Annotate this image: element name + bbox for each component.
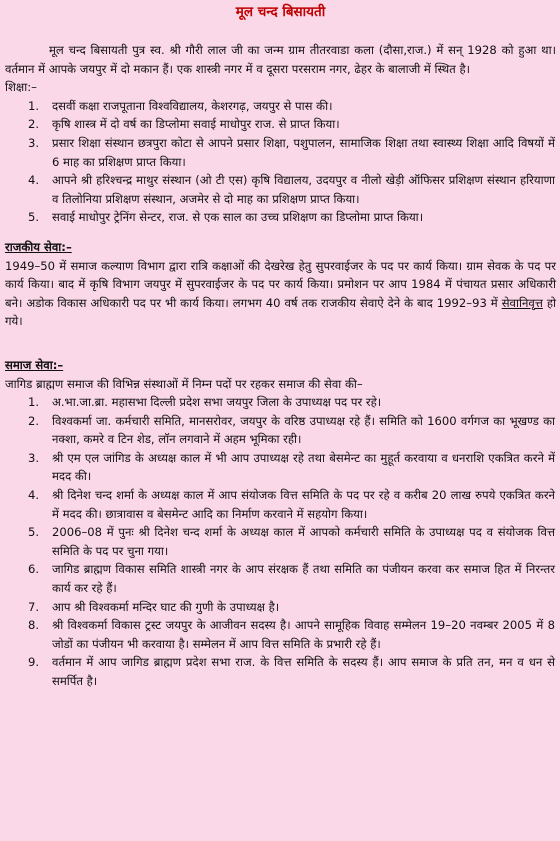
item-number: 1. (28, 395, 40, 410)
item-number: 3. (28, 135, 40, 150)
list-item (5, 560, 556, 597)
item-number: 9. (28, 655, 40, 670)
list-item (5, 653, 556, 690)
social-service-heading: समाज सेवा:– (5, 357, 64, 372)
list-item (5, 523, 556, 560)
item-text: आपने श्री हरिश्चन्द्र माथुर संस्थान (ओ टी एस) कृषि विद्यालय, उदयपुर व नीलो खेड़ी ऑफिसर प्रशिक्षण संस्थान हरियाणा व तिलोनिया प्रशिक्षण संस्थान, अजमेर से दो माह का प्रशिक्षण प्राप्त किया। (52, 173, 555, 206)
item-number: 5. (28, 210, 40, 225)
government-service-paragraph (5, 257, 556, 331)
government-service-text-end: हो गये। (5, 295, 557, 329)
list-item (5, 393, 556, 412)
item-text: श्री एम एल जांगिड के अध्यक्ष काल में भी आप उपाध्यक्ष रहे तथा बेसमेन्ट का मुहूर्त करवाया व धनराशि एकत्रित करने में मदद की। (52, 450, 555, 484)
item-number: 5. (28, 525, 40, 540)
item-number: 2. (28, 117, 40, 132)
intro-paragraph: मूल चन्द बिसायती पुत्र स्व. श्री गौरी लाल जी का जन्म ग्राम तीतरवाडा कला (दौसा,राज.) में सन् 1928 को हुआ था। वर्तमान में आपके जयपुर में दो मकान हैं। एक शास्त्री नगर में व दूसरा परसराम नगर, ढेहर के बालाजी में स्थित है। (5, 43, 556, 76)
item-number: 1. (28, 98, 40, 113)
item-text: आप श्री विश्वकर्मा मन्दिर घाट की गुणी के उपाध्यक्ष है। (52, 599, 280, 614)
item-number: 2. (28, 413, 40, 428)
item-number: 6. (28, 562, 40, 577)
item-text: प्रसार शिक्षा संस्थान छत्रपुरा कोटा से आपने प्रसार शिक्षा, पशुपालन, सामाजिक शिक्षा तथा स्वास्थ्य शिक्षा आदि विषयों में 6 माह का प्रशिक्षण प्राप्त किया। (52, 135, 555, 169)
item-number: 3. (28, 450, 40, 465)
item-text: सवाई माधोपुर ट्रेनिंग सेन्टर, राज. से एक साल का उच्च प्रशिक्षण का डिप्लोमा प्राप्त किया। (52, 210, 424, 225)
list-item (5, 171, 556, 208)
list-item (5, 208, 556, 227)
list-item (5, 449, 556, 486)
government-service-heading: राजकीय सेवा:– (5, 239, 72, 254)
retirement-term: सेवानिवृत्त (501, 295, 543, 310)
list-item (5, 97, 556, 116)
education-label: शिक्षा:– (5, 80, 37, 95)
list-item (5, 616, 556, 653)
item-number: 4. (28, 173, 40, 188)
social-service-list (5, 393, 556, 691)
list-item (5, 598, 556, 617)
item-number: 4. (28, 488, 40, 503)
item-text: दसवीं कक्षा राजपूताना विश्वविद्यालय, केशरगढ़, जयपुर से पास की। (52, 98, 333, 113)
item-text: 2006–08 में पुनः श्री दिनेश चन्द शर्मा के अध्यक्ष काल में आपको कर्मचारी समिति के उपाध्यक्ष पद व संयोजक वित्त समिति के पद पर चुना गया। (52, 525, 555, 558)
item-text: कृषि शास्त्र में दो वर्ष का डिप्लोमा सवाई माधोपुर राज. से प्राप्त किया। (52, 117, 340, 132)
social-service-intro: जागिड ब्राह्मण समाज की विभिन्न संस्थाओं में निम्न पदों पर रहकर समाज की सेवा की– (5, 376, 363, 391)
item-text: जागिड ब्राह्मण विकास समिति शास्त्री नगर के आप संरक्षक हैं तथा समिति का पंजीयन करवा कर समाज हित में निरन्तर कार्य कर रहे हैं। (52, 562, 555, 596)
page-title: मूल चन्द बिसायती (235, 4, 326, 20)
government-service-text: 1949–50 में समाज कल्याण विभाग द्वारा रात्रि कक्षाओं की देखरेख हेतु सुपरवाईजर के पद पर कार्य किया। ग्राम सेवक के पद पर कार्य किया। बाद में कृषि विभाग जयपुर में सुपरवाईजर के पद पर कार्य किया। प्रमोशन पर आप 1984 में पंचायत प्रसार अधिकारी बने। अडोक विकास अधिकारी पद पर भी कार्य किया। लगभग 40 वर्ष तक राजकीय सेवाऐ देने के बाद 1992–93 में (5, 258, 556, 310)
list-item (5, 412, 556, 449)
list-item (5, 486, 556, 523)
item-text: अ.भा.जा.ब्रा. महासभा दिल्ली प्रदेश सभा जयपुर जिला के उपाध्यक्ष पद पर रहे। (52, 395, 382, 410)
item-text: श्री दिनेश चन्द शर्मा के अध्यक्ष काल में आप संयोजक वित्त समिति के पद पर रहे व करीब 20 लाख रुपये एकत्रित करने में मदद की। छात्रावास व बेसमेन्ट आदि का निर्माण करवाने में सहयोग किया। (52, 488, 555, 521)
list-item (5, 134, 556, 171)
item-number: 8. (28, 618, 40, 633)
item-text: वर्तमान में आप जागिड ब्राह्मण प्रदेश सभा राज. के वित्त समिति के सदस्य हैं। आप समाज के प्रति तन, मन व धन से समर्पित है। (52, 655, 555, 688)
item-text: श्री विश्वकर्मा विकास ट्रस्ट जयपुर के आजीवन सदस्य है। आपने सामूहिक विवाह सम्मेलन 19–20 नवम्बर 2005 में 8 जोडों का पंजीयन भी करवाया है। सम्मेलन में आप वित्त समिति के प्रभारी रहे हैं। (52, 618, 555, 651)
item-number: 7. (28, 599, 40, 614)
item-text: विश्वकर्मा जा. कर्मचारी समिति, मानसरोवर, जयपुर के वरिष्ठ उपाध्यक्ष रहे हैं। समिति को 1600 वर्गगज का भूखण्ड का नक्शा, कमरे व टिन शेड, लॉन लगवाने में अहम भूमिका रही। (52, 413, 555, 447)
list-item (5, 115, 556, 134)
education-list (5, 97, 556, 227)
